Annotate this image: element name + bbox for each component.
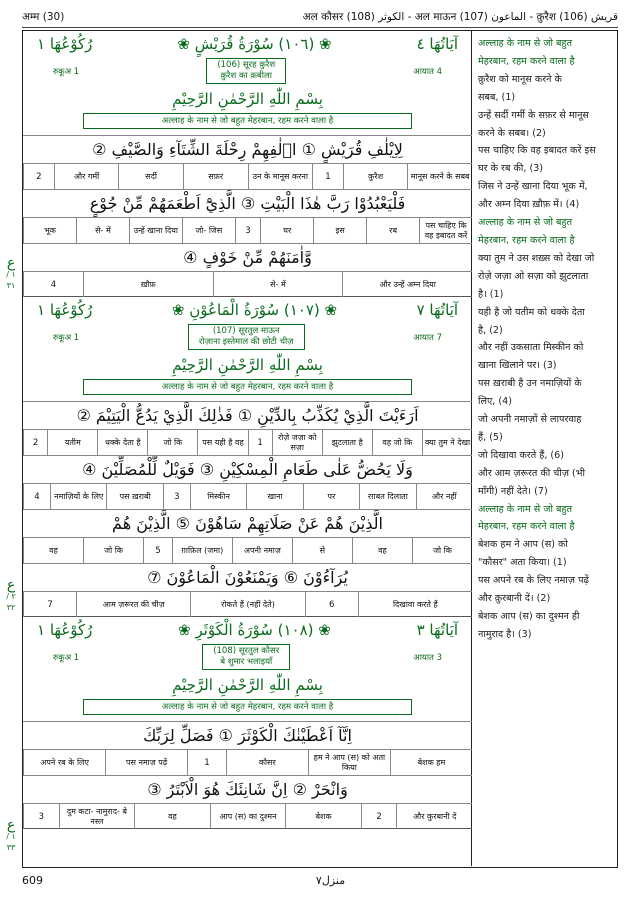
word-meaning-cell: कौसर — [226, 750, 308, 775]
word-meaning-cell: उन के मानूस करना — [248, 164, 313, 189]
word-by-word-row — [23, 537, 472, 563]
word-meaning-cell: क्या तुम ने देखा — [422, 430, 472, 455]
word-meaning-cell: घर — [260, 218, 313, 243]
surah-name-box — [206, 58, 286, 84]
word-meaning-cell: पस ख़राबी — [106, 484, 162, 509]
word-meaning-cell: 4 — [23, 272, 83, 297]
surah-name-box — [188, 324, 305, 350]
ruku-glyph: ع — [6, 817, 16, 833]
ayah-line: لِاِيْلٰفِ قُرَيْشٍ ① اٖلٰفِهِمْ رِحْلَةَ الشِّتَآءِ وَالصَّيْفِ ② — [23, 135, 472, 163]
word-meaning-cell: 4 — [23, 484, 50, 509]
surah-names-label: अल कौसर (108) الكوثر - अल माऊन (107) الماعون - क़ुरैश (106) قريش — [302, 10, 618, 23]
translation-bismillah-line: मेहरबान, रहम करने वाला है — [478, 55, 575, 67]
word-meaning-cell: और गर्मी — [54, 164, 119, 189]
surah-header — [23, 297, 472, 323]
ruku-numbers: ۱ / ۳۳ — [6, 832, 16, 852]
page-footer — [22, 870, 618, 890]
bismillah: بِسْمِ اللّٰهِ الرَّحْمٰنِ الرَّحِيْمِ — [172, 90, 323, 108]
word-meaning-cell: 6 — [305, 592, 358, 617]
word-meaning-cell: 2 — [361, 804, 397, 829]
bismillah-translation: अल्लाह के नाम से जो बहुत मेहरबान, रहम करने वाला है — [83, 379, 412, 395]
juz-label: अम्म (30) — [22, 10, 65, 23]
ayat-count-label: आयात 7 — [413, 332, 442, 343]
word-meaning-cell: 1 — [312, 164, 343, 189]
ruku-count-label: रुकूअ 1 — [53, 652, 80, 663]
translation-line: यही है जो यतीम को धक्के देता — [478, 306, 585, 318]
word-meaning-cell: 2 — [23, 164, 54, 189]
ruku-count-arabic: رُكُوْعُهَا ١ — [37, 301, 93, 319]
word-meaning-cell: दुम कटा- नामुराद- बे नस्ल — [59, 804, 135, 829]
ruku-numbers: ۲ / ۳۲ — [6, 592, 16, 612]
word-meaning-cell: ख़ौफ़ — [83, 272, 213, 297]
ruku-numbers: ۱ / ۳۱ — [6, 270, 16, 290]
word-meaning-cell: 1 — [248, 430, 272, 455]
bismillah-translation: अल्लाह के नाम से जो बहुत मेहरबान, रहम करने वाला है — [83, 699, 412, 715]
translation-line: और अम्न दिया ख़ौफ़ में। (4) — [478, 199, 580, 211]
word-meaning-cell: जो- जिस — [182, 218, 235, 243]
word-meaning-cell: आम ज़रूरत की चीज़ — [76, 592, 190, 617]
translation-line: क्या तुम ने उस शख़्स को देखा जो — [478, 252, 595, 264]
surah-subheader — [23, 323, 472, 351]
surah-section — [23, 297, 472, 617]
word-meaning-cell: नमाज़ियों के लिए — [50, 484, 106, 509]
translation-line: खाना खिलाने पर। (3) — [478, 360, 557, 372]
word-meaning-cell: सफ़र — [183, 164, 248, 189]
page-frame — [22, 30, 618, 868]
word-by-word-row — [23, 803, 472, 829]
word-meaning-cell: मानूस करने के सबब — [407, 164, 472, 189]
word-meaning-cell: जो कि — [412, 538, 472, 563]
ruku-marker — [2, 817, 20, 853]
translation-line: घर के रब की, (3) — [478, 163, 544, 175]
bismillah: بِسْمِ اللّٰهِ الرَّحْمٰنِ الرَّحِيْمِ — [172, 676, 323, 694]
word-meaning-cell: भूक — [23, 218, 76, 243]
manzil-label: منزل٧ — [315, 873, 346, 887]
word-meaning-cell: मिस्कीन — [190, 484, 246, 509]
word-meaning-cell: और उन्हें अम्न दिया — [342, 272, 472, 297]
word-by-word-row — [23, 591, 472, 617]
word-meaning-cell: 1 — [187, 750, 226, 775]
translation-line: नामुराद है। (3) — [478, 628, 532, 640]
word-meaning-cell: जो कि — [83, 538, 143, 563]
word-meaning-cell: जो कि — [147, 430, 197, 455]
word-meaning-cell: दिखावा करते हैं — [358, 592, 472, 617]
word-meaning-cell: वह — [352, 538, 412, 563]
word-by-word-row — [23, 429, 472, 455]
word-meaning-cell: 7 — [23, 592, 76, 617]
word-meaning-cell: यतीम — [47, 430, 97, 455]
word-meaning-cell: 5 — [143, 538, 172, 563]
surah-name-box — [202, 644, 290, 670]
word-meaning-cell: अपनी नमाज़ — [232, 538, 292, 563]
word-meaning-cell: इस — [313, 218, 366, 243]
translation-line: करने के सबब। (2) — [478, 127, 546, 139]
word-meaning-cell: बेशक हम — [390, 750, 472, 775]
surah-subheader — [23, 57, 472, 85]
ayah-line: وَلَا يَحُضُّ عَلٰى طَعَامِ الْمِسْكِيْنِ ③ فَوَيْلٌ لِّلْمُصَلِّيْنَ ④ — [23, 455, 472, 483]
word-by-word-row — [23, 217, 472, 243]
word-meaning-cell: धक्के देता है — [97, 430, 147, 455]
surah-meaning: बे शुमार भलाइयाँ — [220, 657, 273, 667]
ruku-count-arabic: رُكُوْعُهَا ١ — [37, 35, 93, 53]
word-meaning-cell: रोज़े जज़ा को सज़ा — [272, 430, 322, 455]
page-header — [22, 6, 618, 28]
surah-name-hindi: (106) सूरह क़ुरैश — [217, 60, 276, 70]
word-meaning-cell: अपने रब के लिए — [23, 750, 105, 775]
surah-name-hindi: (108) सूरतुल कौसर — [213, 646, 280, 656]
translation-line: माँगी) नहीं देते। (7) — [478, 485, 548, 497]
word-meaning-cell: रब — [366, 218, 419, 243]
surah-title: ❀ (١٠٨) سُوْرَةُ الْكَوْثَرِ ❀ — [178, 621, 331, 639]
ruku-count-label: रुकूअ 1 — [53, 332, 80, 343]
surah-section — [23, 31, 472, 297]
word-meaning-cell: 3 — [23, 804, 59, 829]
ayah-line: اَرَءَيْتَ الَّذِيْ يُكَذِّبُ بِالدِّيْنِ ① فَذٰلِكَ الَّذِيْ يَدُعُّ الْيَتِيْمَ ② — [23, 401, 472, 429]
word-meaning-cell: रग़बत दिलाता — [359, 484, 415, 509]
ruku-marker — [2, 577, 20, 613]
ayah-line: اِنَّآ اَعْطَيْنٰكَ الْكَوْثَرَ ① فَصَلِّ لِرَبِّكَ — [23, 721, 472, 749]
bismillah: بِسْمِ اللّٰهِ الرَّحْمٰنِ الرَّحِيْمِ — [172, 356, 323, 374]
word-meaning-cell: पस नमाज़ पढ़ें — [105, 750, 187, 775]
word-meaning-cell: उन्हें खाना दिया — [129, 218, 182, 243]
word-by-word-row — [23, 163, 472, 189]
word-meaning-cell: 2 — [23, 430, 47, 455]
word-meaning-cell: ग़ाफ़िल (जमा) — [172, 538, 232, 563]
word-by-word-row — [23, 271, 472, 297]
translation-bismillah-line: मेहरबान, रहम करने वाला है — [478, 521, 575, 533]
translation-line: जिस ने उन्हें खाना दिया भूक में, — [478, 181, 588, 193]
translation-line: "कौसर" अता किया। (1) — [478, 557, 567, 569]
translation-line: जो दिखावा करते हैं, (6) — [478, 449, 565, 461]
word-meaning-cell: और क़ुरबानी दें — [396, 804, 472, 829]
word-meaning-cell: झुटलाता है — [322, 430, 372, 455]
word-meaning-cell: वह — [134, 804, 210, 829]
translation-line: जो अपनी नमाज़ों से लापरवाह — [478, 414, 582, 426]
translation-line: और आम ज़रूरत की चीज़ (भी — [478, 467, 586, 479]
word-by-word-row — [23, 749, 472, 775]
surah-title: ❀ (١٠٦) سُوْرَةُ قُرَيْشٍ ❀ — [177, 35, 332, 53]
word-meaning-cell: बेशक — [285, 804, 361, 829]
word-meaning-cell: से- में — [76, 218, 129, 243]
translation-line: क़ुरैश को मानूस करने के — [478, 73, 562, 85]
quran-column — [23, 31, 472, 866]
word-meaning-cell: पस चाहिए कि वह इबादत करें — [419, 218, 472, 243]
translation-line: हैं, (5) — [478, 431, 503, 443]
ayat-count-arabic: آيَاتُهَا ٤ — [416, 35, 458, 53]
translation-line: लिए, (4) — [478, 396, 512, 408]
translation-line: पस अपने रब के लिए नमाज़ पढ़ें — [478, 575, 589, 587]
surah-subheader — [23, 643, 472, 671]
ruku-glyph: ع — [6, 577, 16, 593]
word-meaning-cell: 3 — [235, 218, 260, 243]
translation-bismillah-line: अल्लाह के नाम से जो बहुत — [478, 217, 573, 229]
word-meaning-cell: से- में — [213, 272, 343, 297]
word-meaning-cell: पर — [303, 484, 359, 509]
ruku-count-arabic: رُكُوْعُهَا ١ — [37, 621, 93, 639]
bismillah-translation: अल्लाह के नाम से जो बहुत मेहरबान, रहम करने वाला है — [83, 113, 412, 129]
ayat-count-arabic: آيَاتُهَا ٣ — [416, 621, 458, 639]
translation-bismillah-line: अल्लाह के नाम से जो बहुत — [478, 503, 573, 515]
translation-line: और क़ुरबानी दें। (2) — [478, 593, 551, 605]
translation-line: बेशक हम ने आप (स) को — [478, 539, 568, 551]
translation-line: है। (1) — [478, 288, 504, 300]
ruku-glyph: ع — [6, 255, 16, 271]
ayat-count-label: आयात 3 — [413, 652, 442, 663]
word-meaning-cell: पस यही है वह — [197, 430, 247, 455]
surah-title: ❀ (١٠٧) سُوْرَةُ الْمَاعُوْنِ ❀ — [171, 301, 338, 319]
translation-line: पस ख़राबी है उन नमाज़ियों के — [478, 378, 582, 390]
ayah-line: الَّذِيْنَ هُمْ عَنْ صَلَاتِهِمْ سَاهُوْنَ ⑤ الَّذِيْنَ هُمْ — [23, 509, 472, 537]
ayat-count-label: आयात 4 — [413, 66, 442, 77]
word-by-word-row — [23, 483, 472, 509]
word-meaning-cell: हम ने आप (स) को अता किया — [308, 750, 390, 775]
word-meaning-cell: से — [292, 538, 352, 563]
translation-line: पस चाहिए कि वह इबादत करें इस — [478, 145, 596, 157]
word-meaning-cell: खाना — [246, 484, 302, 509]
translation-line: उन्हें सर्दी गर्मी के सफ़र से मानूस — [478, 109, 589, 121]
ruku-marker — [2, 255, 20, 291]
translation-bismillah-line: मेहरबान, रहम करने वाला है — [478, 234, 575, 246]
translation-line: और नहीं उकसाता मिस्कीन को — [478, 342, 584, 354]
word-meaning-cell: रोकते हैं (नहीं देते) — [190, 592, 304, 617]
ayah-line: فَلْيَعْبُدُوْا رَبَّ هٰذَا الْبَيْتِ ③ الَّذِيْٓ اَطْعَمَهُمْ مِّنْ جُوْعٍ — [23, 189, 472, 217]
page-number: 609 — [22, 873, 43, 887]
ayah-line: يُرَآءُوْنَ ⑥ وَيَمْنَعُوْنَ الْمَاعُوْنَ ⑦ — [23, 563, 472, 591]
word-meaning-cell: आप (स) का दुश्मन — [210, 804, 286, 829]
translation-line: बेशक आप (स) का दुश्मन ही — [478, 611, 580, 622]
translation-line: रोज़े जज़ा ओ सज़ा को झुटलाता — [478, 270, 589, 282]
word-meaning-cell: सर्दी — [118, 164, 183, 189]
translation-line: है, (2) — [478, 324, 503, 336]
ayah-line: وَّاٰمَنَهُمْ مِّنْ خَوْفٍ ④ — [23, 243, 472, 271]
translation-column — [473, 31, 617, 866]
ayah-line: وَانْحَرْ ② اِنَّ شَانِئَكَ هُوَ الْاَبْتَرُ ③ — [23, 775, 472, 803]
word-meaning-cell: वह जो कि — [372, 430, 422, 455]
ayat-count-arabic: آيَاتُهَا ٧ — [416, 301, 458, 319]
word-meaning-cell: और नहीं — [416, 484, 472, 509]
surah-meaning: रोज़ाना इस्तेमाल की छोटी चीज़ — [198, 337, 294, 347]
ruku-count-label: रुकूअ 1 — [53, 66, 80, 77]
word-meaning-cell: 3 — [163, 484, 190, 509]
surah-section — [23, 617, 472, 829]
word-meaning-cell: वह — [23, 538, 83, 563]
translation-line: सबब, (1) — [478, 91, 516, 103]
surah-name-hindi: (107) सूरतुल माऊन — [212, 326, 280, 336]
surah-header — [23, 31, 472, 57]
translation-bismillah-line: अल्लाह के नाम से जो बहुत — [478, 38, 573, 49]
surah-header — [23, 617, 472, 643]
word-meaning-cell: क़ुरैश — [343, 164, 408, 189]
surah-meaning: क़ुरैश का क़बीला — [220, 71, 272, 81]
